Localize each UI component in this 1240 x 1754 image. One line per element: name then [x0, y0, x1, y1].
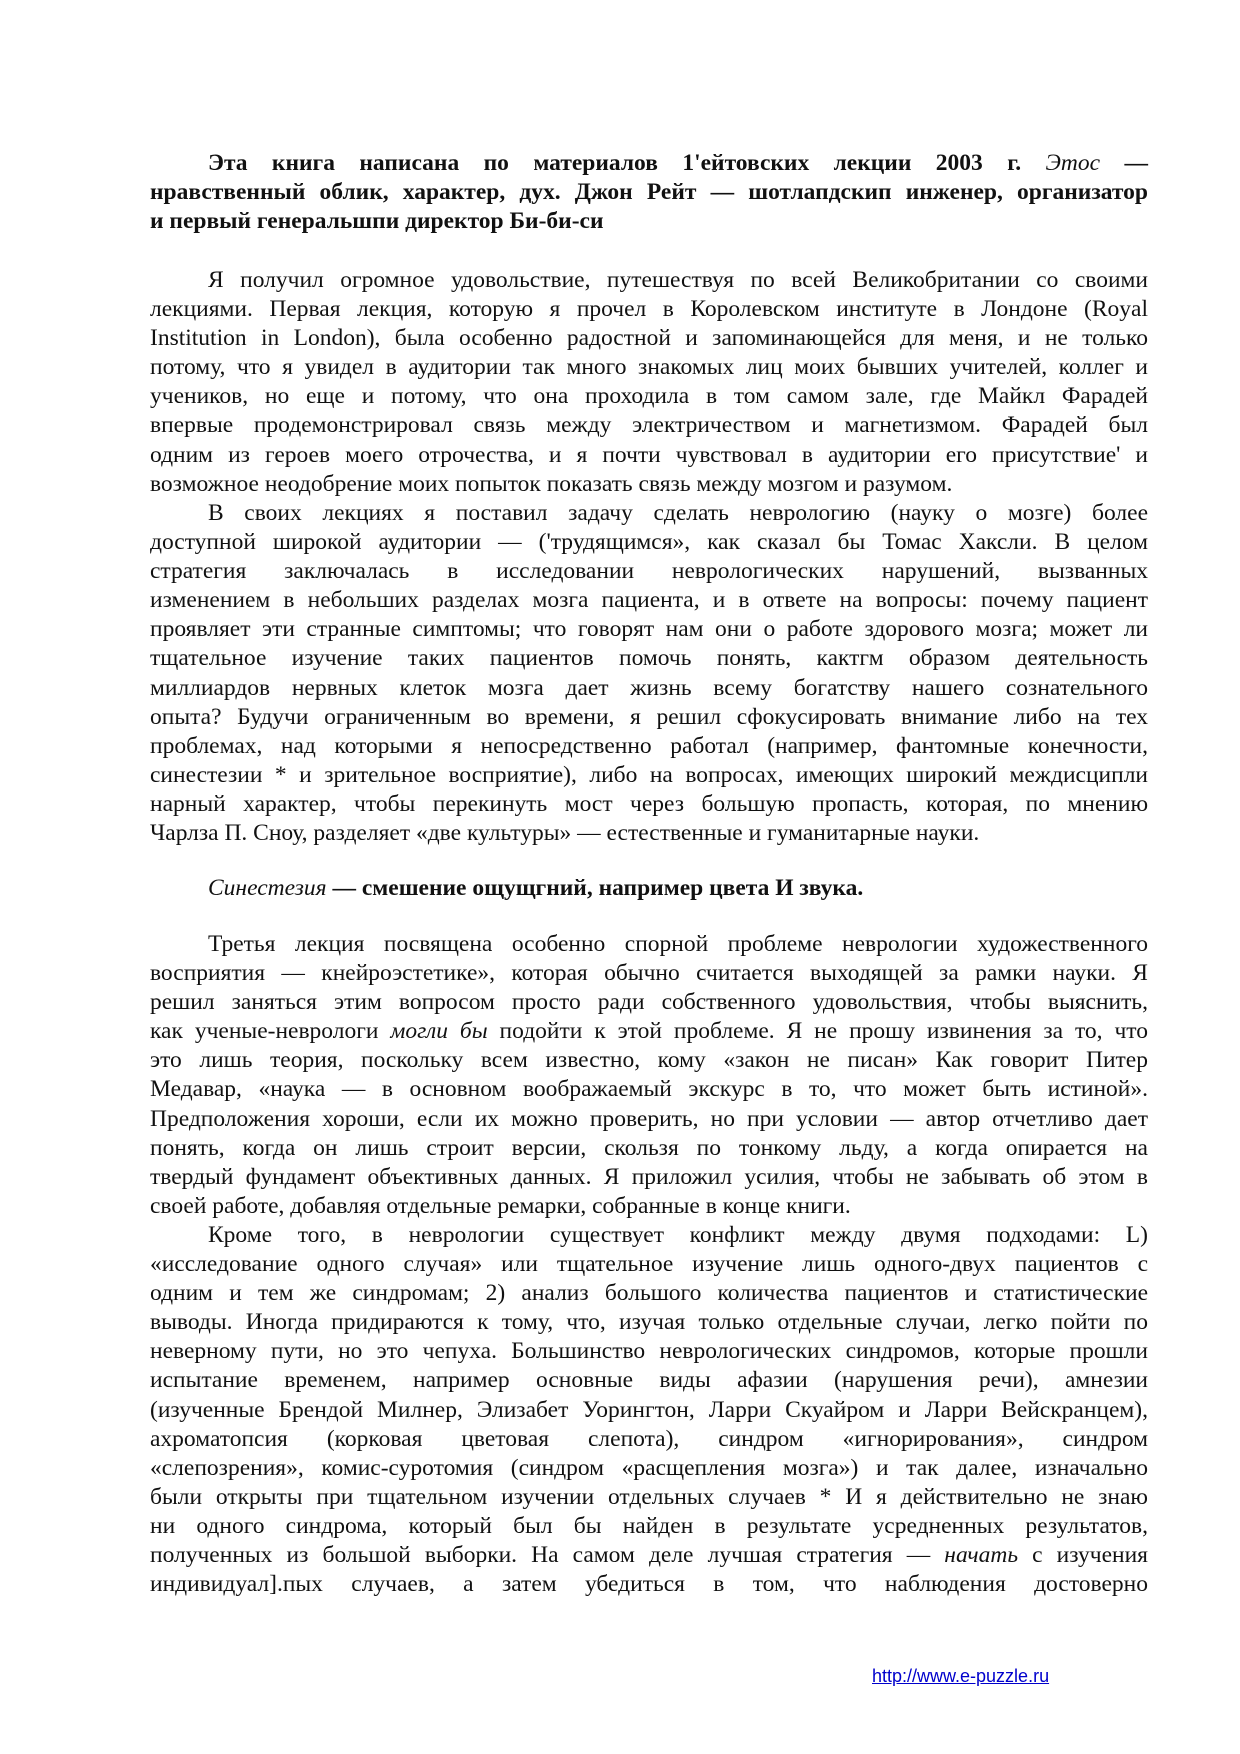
- text-segment: Предположения хороши, если их можно проверить, но при условии — автор отчетливо дает: [150, 1105, 1148, 1132]
- text-segment: потому, что я увидел в аудитории так много знакомых лиц моих бывших учителей, коллег и: [150, 354, 1148, 381]
- text-line: [150, 1279, 1148, 1308]
- text-line: [150, 819, 1148, 848]
- text-line: [150, 207, 1148, 236]
- text-segment: индивидуал].пых случаев, а затем убедиться в том, что наблюдения достоверно: [150, 1571, 1148, 1598]
- text-segment: своей работе, добавляя отдельные ремарки, собранные в конце книги.: [150, 1192, 851, 1219]
- text-segment: это лишь теория, поскольку всем известно, кому «закон не писан» Как говорит Питер: [150, 1047, 1148, 1074]
- text-segment: одним из героев моего отрочества, и я почти чувствовал в аудитории его присутствие' и: [150, 441, 1148, 468]
- synesthesia-note: [150, 874, 1148, 903]
- text-segment: проявляет эти странные симптомы; что говорят нам они о работе здорового мозга; может ли: [150, 616, 1148, 643]
- text-line: [150, 1105, 1148, 1134]
- text-line: [150, 1308, 1148, 1337]
- text-line: [150, 615, 1148, 644]
- text-line: [150, 790, 1148, 819]
- text-line: [150, 586, 1148, 615]
- italic-text: могли бы: [390, 1018, 488, 1045]
- text-segment: — смешение ощущгний, например цвета И звука.: [326, 875, 864, 901]
- text-line: [150, 1134, 1148, 1163]
- text-segment: лекциями. Первая лекция, которую я прочел в Королевском институте в Лондоне (Royal: [150, 296, 1148, 323]
- text-line: [150, 266, 1148, 295]
- text-line: [150, 499, 1148, 528]
- text-line: [150, 1512, 1148, 1541]
- text-line: [150, 1396, 1148, 1425]
- text-line: [150, 1483, 1148, 1512]
- text-segment: проблемах, над которыми я непосредственно работал (например, фантомные конечности,: [150, 732, 1148, 759]
- text-segment: ахроматопсия (корковая цветовая слепота), синдром «игнорирования», синдром: [150, 1425, 1148, 1452]
- text-line: [150, 1192, 1148, 1221]
- text-segment: миллиардов нервных клеток мозга дает жизнь всему богатству нашего сознательного: [150, 674, 1148, 701]
- text-segment: В своих лекциях я поставил задачу сделать неврологию (науку о мозге) более: [208, 500, 1148, 526]
- text-segment: доступной широкой аудитории — ('трудящимся», как сказал бы Томас Хаксли. В целом: [150, 529, 1148, 556]
- text-line: [150, 557, 1148, 586]
- text-line: [150, 988, 1148, 1017]
- text-line: [150, 149, 1148, 178]
- text-line: [150, 1221, 1148, 1250]
- text-segment: —: [1100, 150, 1149, 176]
- text-segment: стратегия заключалась в исследовании неврологических нарушений, вызванных: [150, 558, 1148, 585]
- text-segment: изменением в небольших разделах мозга пациента, и в ответе на вопросы: почему пациент: [150, 587, 1148, 614]
- text-line: [150, 324, 1148, 353]
- text-segment: (изученные Брендой Милнер, Элизабет Уорингтон, Ларри Скуайром и Ларри Вейскранцем),: [150, 1396, 1148, 1423]
- text-line: [150, 353, 1148, 382]
- text-line: [150, 674, 1148, 703]
- text-segment: и первый генеральшпи директор Би-би-си: [150, 208, 604, 235]
- text-line: [150, 382, 1148, 411]
- text-line: [150, 411, 1148, 440]
- text-line: [150, 441, 1148, 470]
- text-segment: Третья лекция посвящена особенно спорной проблеме неврологии художественного: [208, 931, 1148, 957]
- text-segment: Чарлза П. Сноу, разделяет «две культуры» — естественные и гуманитарные науки.: [150, 820, 980, 847]
- paragraph-4: [150, 1221, 1148, 1599]
- text-line: [150, 1075, 1148, 1104]
- italic-text: Синестезия: [208, 875, 327, 901]
- paragraph-1: [150, 266, 1148, 499]
- italic-text: начать: [944, 1542, 1019, 1569]
- text-segment: решил заняться этим вопросом просто ради собственного удовольствия, чтобы выяснить,: [150, 989, 1148, 1016]
- text-segment: нарный характер, чтобы перекинуть мост через большую пропасть, которая, по мнению: [150, 790, 1148, 817]
- text-segment: учеников, но еще и потому, что она проходила в том самом зале, где Майкл Фарадей: [150, 383, 1148, 410]
- text-segment: впервые продемонстрировал связь между электричеством и магнетизмом. Фарадей был: [150, 412, 1148, 439]
- text-line: [150, 1570, 1148, 1599]
- text-segment: твердый фундамент объективных данных. Я приложил усилия, чтобы не забывать об этом в: [150, 1163, 1148, 1190]
- text-segment: одним и тем же синдромам; 2) анализ большого количества пациентов и статистические: [150, 1280, 1148, 1307]
- text-line: [150, 1454, 1148, 1483]
- text-segment: опыта? Будучи ограниченным во времени, я решил сфокусировать внимание либо на тех: [150, 703, 1148, 730]
- text-line: [150, 1541, 1148, 1570]
- text-segment: понять, когда он лишь строит версии, скользя по тонкому льду, а когда опирается на: [150, 1134, 1148, 1161]
- text-line: [150, 930, 1148, 959]
- text-segment: выводы. Иногда придираются к тому, что, изучая только отдельные случаи, легко пойти по: [150, 1309, 1148, 1336]
- text-line: [150, 1017, 1148, 1046]
- text-line: [150, 1337, 1148, 1366]
- text-segment: нравственный облик, характер, дух. Джон Рейт — шотлапдскип инженер, организатор: [150, 179, 1148, 206]
- text-segment: Я получил огромное удовольствие, путешествуя по всей Великобритании со своими: [208, 267, 1148, 293]
- text-segment: были открыты при тщательном изучении отдельных случаев * И я действительно не знаю: [150, 1483, 1148, 1510]
- text-segment: «исследование одного случая» или тщательное изучение лишь одного-двух пациентов с: [150, 1251, 1148, 1278]
- text-segment: Медавар, «наука — в основном воображаемый экскурс в то, что может быть истиной».: [150, 1076, 1148, 1103]
- text-line: [150, 874, 1148, 903]
- text-segment: «слепозрения», комис-суротомия (синдром «расщепления мозга») и так далее, изначально: [150, 1454, 1148, 1481]
- text-segment: испытание временем, например основные виды афазии (нарушения речи), амнезии: [150, 1367, 1148, 1394]
- text-line: [150, 1425, 1148, 1454]
- paragraph-2: [150, 499, 1148, 848]
- text-segment: Кроме того, в неврологии существует конфликт между двумя подходами: L): [208, 1222, 1148, 1248]
- text-segment: возможное неодобрение моих попыток показать связь между мозгом и разумом.: [150, 470, 953, 497]
- text-line: [150, 178, 1148, 207]
- text-segment: неверному пути, но это чепуха. Большинство неврологических синдромов, которые прошли: [150, 1338, 1148, 1365]
- text-line: [150, 1366, 1148, 1395]
- text-segment: ни одного синдрома, который был бы найден в результате усредненных результатов,: [150, 1512, 1148, 1539]
- text-segment: восприятия — кнейроэстетике», которая обычно считается выходящей за рамки науки. Я: [150, 960, 1148, 987]
- text-segment: тщательное изучение таких пациентов помочь понять, кактгм образом деятельность: [150, 645, 1148, 672]
- text-segment: как ученые-неврологи: [150, 1018, 391, 1045]
- text-segment: Institution in London), была особенно радостной и запоминающейся для меня, и не только: [150, 325, 1148, 352]
- paragraph-3: [150, 930, 1148, 1221]
- text-line: [150, 1163, 1148, 1192]
- text-segment: Эта книга написана по материалов 1'ейтовских лекции 2003 г.: [208, 150, 1046, 176]
- text-line: [150, 761, 1148, 790]
- text-line: [150, 703, 1148, 732]
- italic-text: Этос: [1045, 150, 1101, 176]
- text-line: [150, 1250, 1148, 1279]
- epigraph-note: [150, 149, 1148, 236]
- text-line: [150, 528, 1148, 557]
- text-segment: синестезии * и зрительное восприятие), либо на вопросах, имеющих широкий междисципли: [150, 761, 1148, 788]
- text-segment: полученных из большой выборки. На самом деле лучшая стратегия —: [150, 1542, 945, 1569]
- text-line: [150, 470, 1148, 499]
- text-line: [150, 1046, 1148, 1075]
- text-line: [150, 644, 1148, 673]
- text-line: [150, 295, 1148, 324]
- text-segment: подойти к этой проблеме. Я не прошу извинения за то, что: [487, 1018, 1149, 1045]
- text-line: [150, 732, 1148, 761]
- text-line: [150, 959, 1148, 988]
- footer-website-link[interactable]: http://www.e-puzzle.ru: [872, 1666, 1050, 1686]
- text-segment: с изучения: [1018, 1542, 1148, 1569]
